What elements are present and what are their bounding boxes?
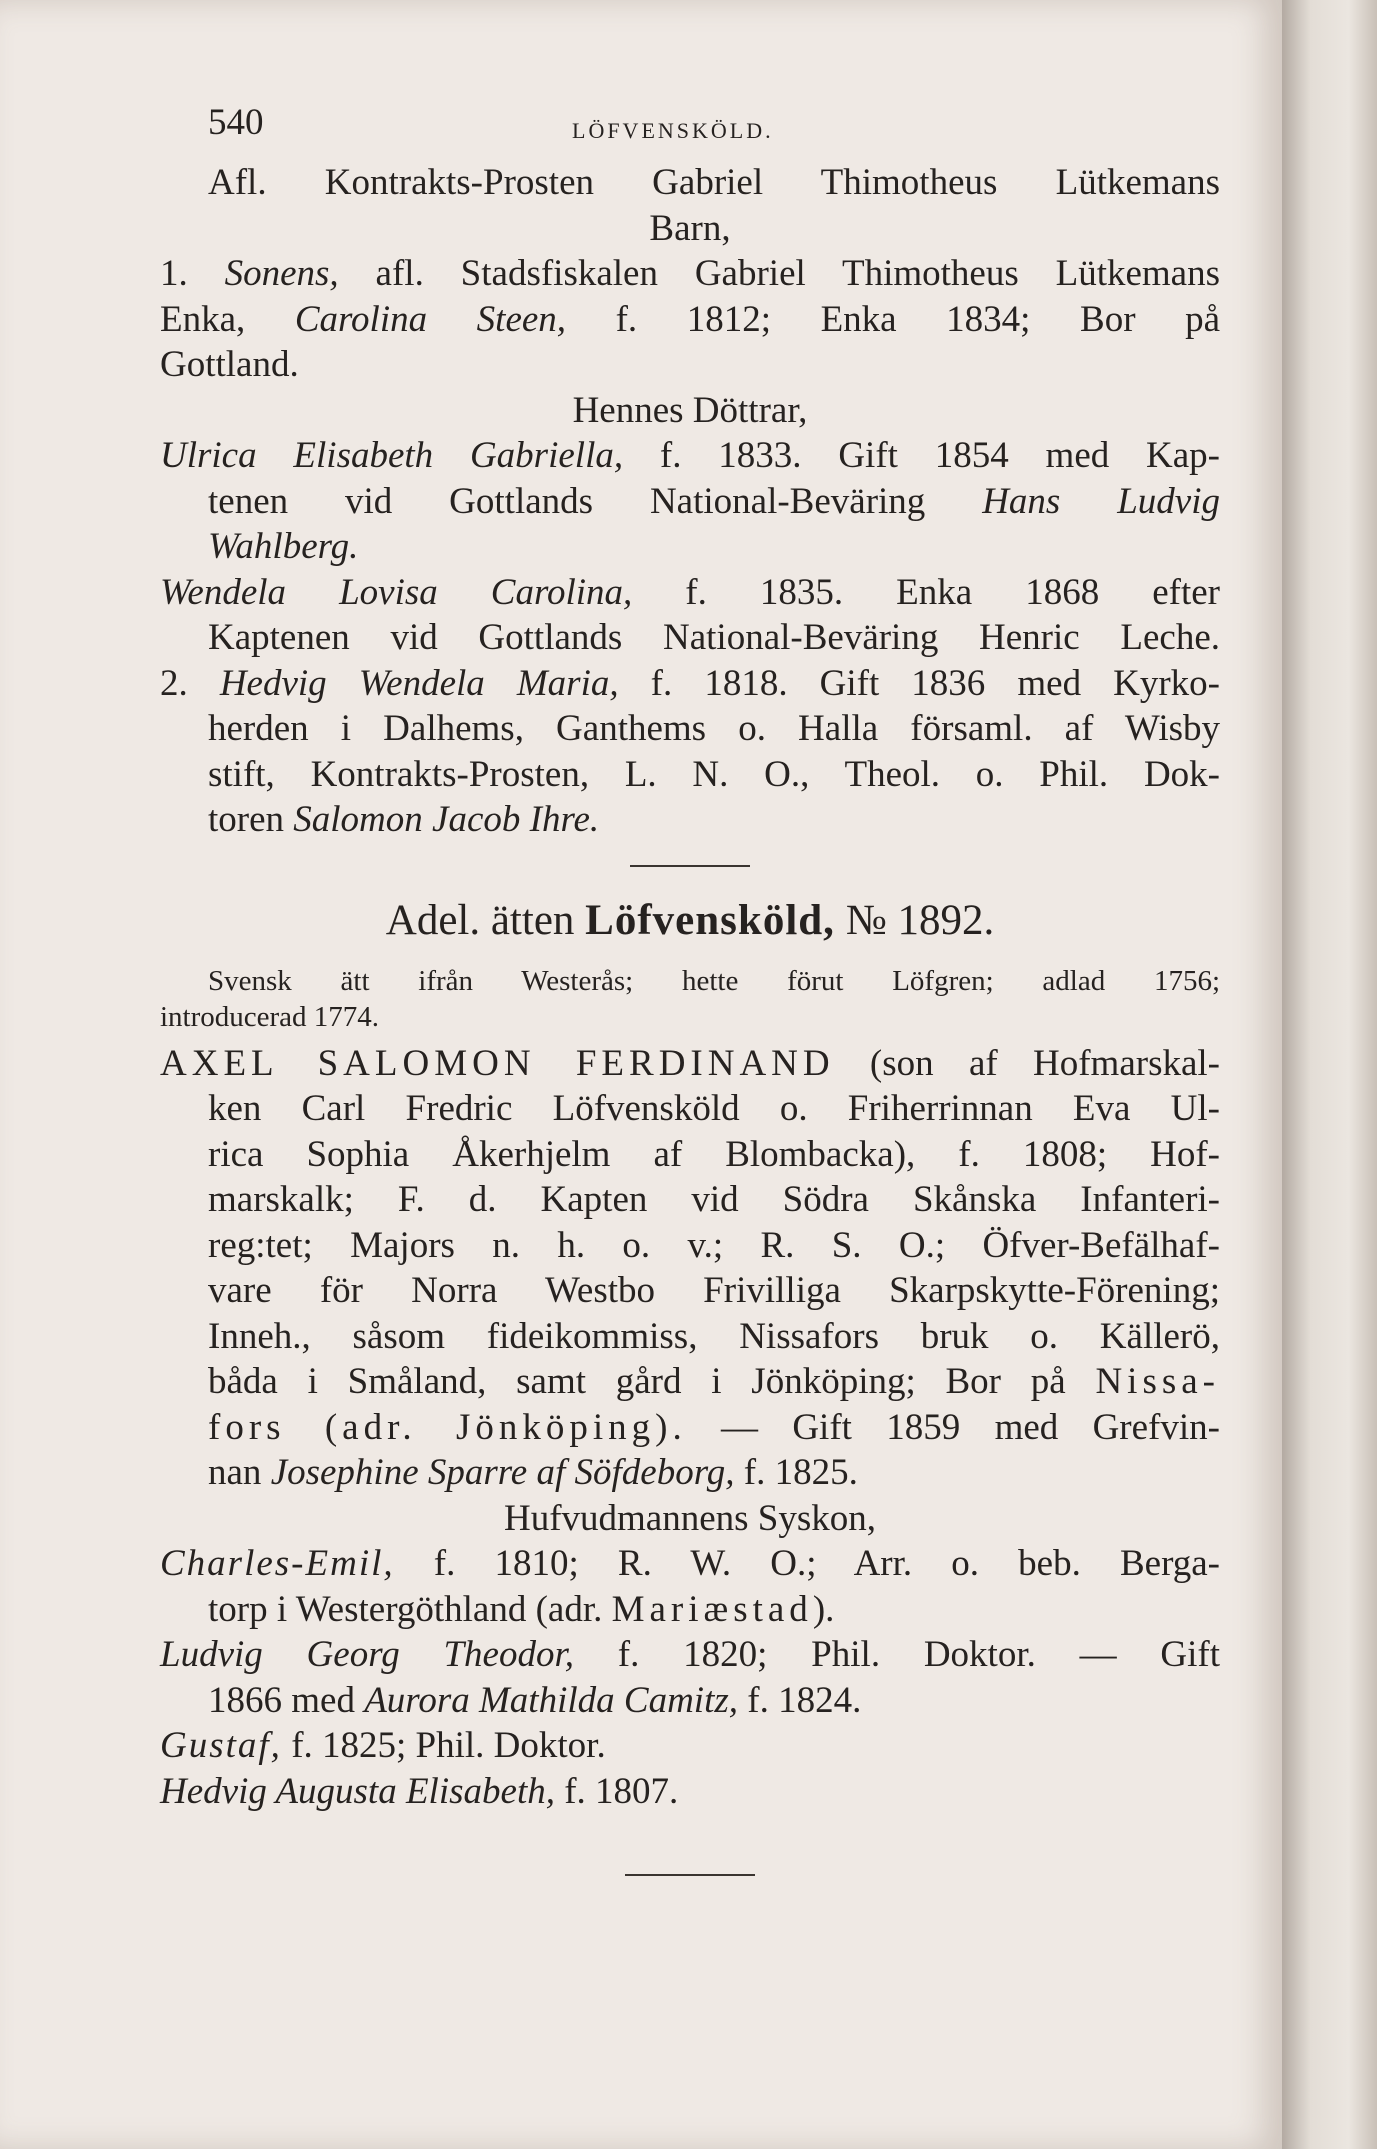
- text-line: marskalk; F. d. Kapten vid Södra Skånska Infanteri-: [208, 1179, 1220, 1220]
- text-line: stift, Kontrakts-Prosten, L. N. O., Theol. o. Phil. Dok-: [208, 753, 1220, 795]
- entry-lutkeman: [160, 160, 1220, 843]
- text-line: AXEL SALOMON FERDINAND (son af Hofmarskal-: [160, 1042, 1220, 1084]
- book-spine-edge: [1282, 0, 1377, 2149]
- text-line: herden i Dalhems, Ganthems o. Halla församl. af Wisby: [208, 708, 1220, 749]
- siblings-section: [160, 1496, 1220, 1815]
- text-line: vare för Norra Westbo Frivilliga Skarpskytte-Förening;: [208, 1270, 1220, 1311]
- text-line: introducerad 1774.: [160, 1000, 380, 1033]
- text-line: Barn,: [649, 207, 731, 249]
- family-name: Löfvensköld,: [585, 896, 835, 944]
- text-line: 1. Sonens, afl. Stadsfiskalen Gabriel Thimotheus Lütkemans: [160, 253, 1220, 294]
- text-line: ken Carl Fredric Löfvensköld o. Friherrinnan Eva Ul-: [208, 1088, 1220, 1129]
- text-line: Gottland.: [160, 344, 299, 385]
- head-of-family-entry: [160, 1041, 1220, 1496]
- page-number: 540: [208, 102, 264, 143]
- text-line: Wahlberg.: [208, 526, 359, 567]
- text-line: rica Sophia Åkerhjelm af Blombacka), f. 1808; Hof-: [208, 1133, 1220, 1175]
- text-line: Charles-Emil, f. 1810; R. W. O.; Arr. o. beb. Berga-: [160, 1543, 1220, 1584]
- family-number: № 1892.: [845, 896, 995, 944]
- running-title: LÖFVENSKÖLD.: [572, 118, 774, 143]
- family-intro: [160, 963, 1220, 1035]
- text-line: Gustaf, f. 1825; Phil. Doktor.: [160, 1725, 606, 1766]
- end-divider: [625, 1874, 755, 1876]
- subheading: Hennes Döttrar,: [572, 389, 808, 431]
- text-line: 1866 med Aurora Mathilda Camitz, f. 1824.: [208, 1679, 862, 1721]
- text-line: torp i Westergöthland (adr. Mariæstad).: [208, 1588, 835, 1630]
- text-line: Afl. Kontrakts-Prosten Gabriel Thimotheus Lütkemans: [208, 162, 1220, 203]
- text-line: 2. Hedvig Wendela Maria, f. 1818. Gift 1836 med Kyrko-: [160, 662, 1220, 704]
- text-line: Inneh., såsom fideikommiss, Nissafors bruk o. Källerö,: [208, 1315, 1220, 1357]
- text-line: toren Salomon Jacob Ihre.: [208, 799, 600, 840]
- page-header: [160, 100, 1220, 160]
- text-line: Ludvig Georg Theodor, f. 1820; Phil. Doktor. — Gift: [160, 1634, 1220, 1675]
- text-line: Wendela Lovisa Carolina, f. 1835. Enka 1868 efter: [160, 571, 1220, 613]
- section-divider: [630, 865, 750, 867]
- subheading: Hufvudmannens Syskon,: [503, 1497, 877, 1539]
- page-content: [160, 100, 1220, 1876]
- text-line: fors (adr. Jönköping). — Gift 1859 med Grefvin-: [208, 1406, 1220, 1448]
- text-line: Hedvig Augusta Elisabeth, f. 1807.: [160, 1770, 679, 1812]
- text-line: Kaptenen vid Gottlands National-Beväring Henric Leche.: [208, 617, 1220, 658]
- text-line: Enka, Carolina Steen, f. 1812; Enka 1834; Bor på: [160, 298, 1220, 340]
- text-line: båda i Småland, samt gård i Jönköping; Bor på Nissa-: [208, 1361, 1220, 1402]
- text-line: nan Josephine Sparre af Söfdeborg, f. 1825.: [208, 1452, 858, 1493]
- family-title: Adel. ätten Löfvensköld, № 1892.: [385, 896, 995, 944]
- text-line: reg:tet; Majors n. h. o. v.; R. S. O.; Öfver-Befälhaf-: [208, 1224, 1220, 1266]
- text-line: tenen vid Gottlands National-Beväring Hans Ludvig: [208, 480, 1220, 522]
- text-line: Ulrica Elisabeth Gabriella, f. 1833. Gift 1854 med Kap-: [160, 435, 1221, 476]
- text-line: Svensk ätt ifrån Westerås; hette förut Löfgren; adlad 1756;: [208, 964, 1220, 997]
